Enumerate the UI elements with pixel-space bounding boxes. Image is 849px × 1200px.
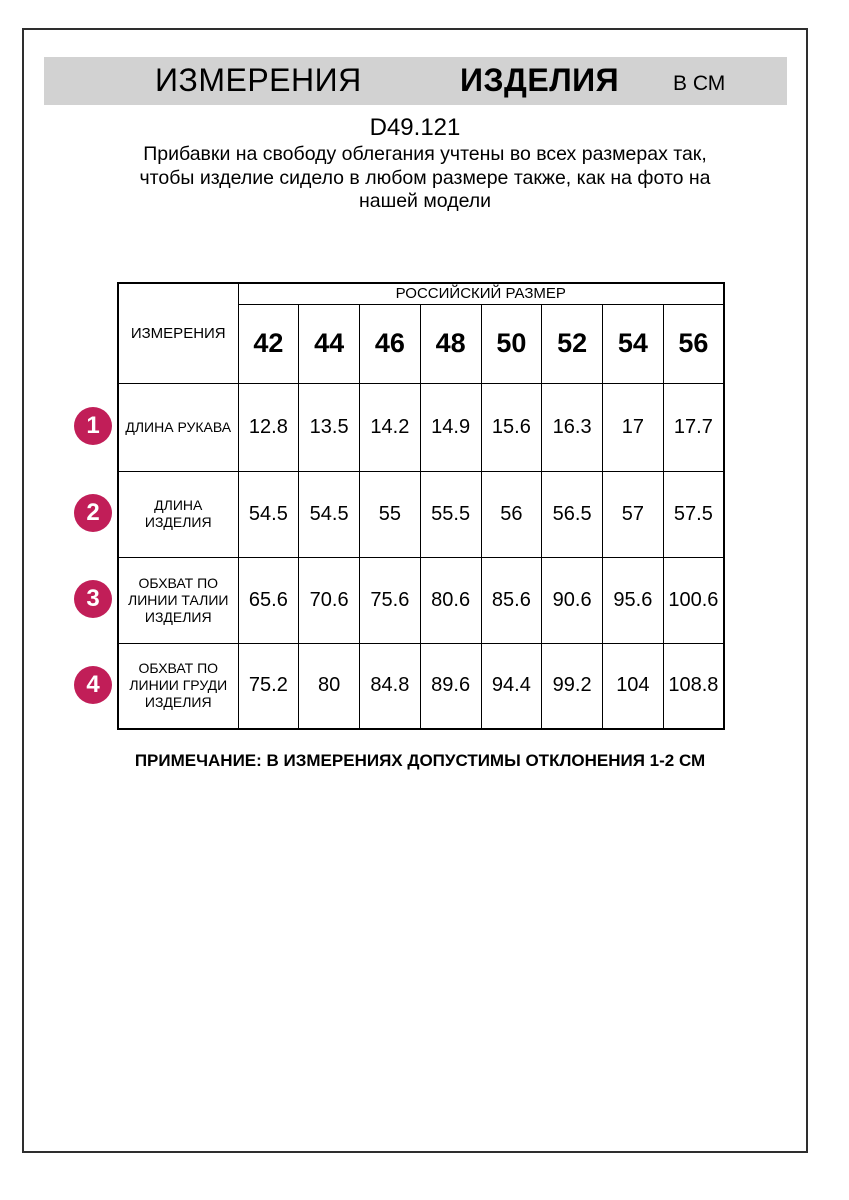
cell-value: 80.6 [420, 557, 481, 643]
cell-value: 57.5 [663, 471, 724, 557]
cell-value: 85.6 [481, 557, 542, 643]
cell-value: 90.6 [542, 557, 603, 643]
row-number-badge-1: 1 [74, 407, 112, 445]
cell-value: 94.4 [481, 643, 542, 729]
measurements-table [117, 282, 725, 730]
cell-value: 108.8 [663, 643, 724, 729]
cell-value: 17 [603, 383, 664, 471]
table-corner-header: ИЗМЕРЕНИЯ [118, 283, 238, 383]
size-header-56: 56 [663, 304, 724, 383]
cell-value: 12.8 [238, 383, 299, 471]
cell-value: 89.6 [420, 643, 481, 729]
fit-description: Прибавки на свободу облегания учтены во всех размерах так, чтобы изделие сидело в любом размере также, как на фото на нашей модели [139, 143, 711, 212]
row-label: ДЛИНА ИЗДЕЛИЯ [118, 471, 238, 557]
table-group-header-row [118, 283, 724, 304]
cell-value: 75.2 [238, 643, 299, 729]
row-label: ОБХВАТ ПО ЛИНИИ ТАЛИИ ИЗДЕЛИЯ [118, 557, 238, 643]
tolerance-note: ПРИМЕЧАНИЕ: В ИЗМЕРЕНИЯХ ДОПУСТИМЫ ОТКЛОНЕНИЯ 1-2 СМ [134, 751, 706, 770]
title-unit-cm: В СМ [673, 71, 726, 95]
table-row-chest-girth [118, 643, 724, 729]
size-header-52: 52 [542, 304, 603, 383]
cell-value: 56 [481, 471, 542, 557]
cell-value: 13.5 [299, 383, 360, 471]
cell-value: 75.6 [360, 557, 421, 643]
cell-value: 15.6 [481, 383, 542, 471]
cell-value: 17.7 [663, 383, 724, 471]
cell-value: 104 [603, 643, 664, 729]
size-header-46: 46 [360, 304, 421, 383]
cell-value: 16.3 [542, 383, 603, 471]
table-row-waist-girth [118, 557, 724, 643]
table-row-garment-length [118, 471, 724, 557]
cell-value: 80 [299, 643, 360, 729]
size-header-54: 54 [603, 304, 664, 383]
size-header-50: 50 [481, 304, 542, 383]
title-word-measurements: ИЗМЕРЕНИЯ [155, 61, 362, 98]
cell-value: 57 [603, 471, 664, 557]
row-number-badge-4: 4 [74, 666, 112, 704]
cell-value: 54.5 [299, 471, 360, 557]
cell-value: 55.5 [420, 471, 481, 557]
cell-value: 95.6 [603, 557, 664, 643]
product-code: D49.121 [369, 114, 461, 141]
size-group-header: РОССИЙСКИЙ РАЗМЕР [238, 283, 724, 304]
row-number-badge-2: 2 [74, 494, 112, 532]
row-label: ДЛИНА РУКАВА [118, 383, 238, 471]
row-number-badge-3: 3 [74, 580, 112, 618]
table-row-sleeve-length [118, 383, 724, 471]
cell-value: 14.2 [360, 383, 421, 471]
size-header-48: 48 [420, 304, 481, 383]
cell-value: 70.6 [299, 557, 360, 643]
cell-value: 55 [360, 471, 421, 557]
cell-value: 54.5 [238, 471, 299, 557]
cell-value: 84.8 [360, 643, 421, 729]
cell-value: 56.5 [542, 471, 603, 557]
cell-value: 99.2 [542, 643, 603, 729]
row-label: ОБХВАТ ПО ЛИНИИ ГРУДИ ИЗДЕЛИЯ [118, 643, 238, 729]
title-bar [44, 57, 787, 105]
cell-value: 14.9 [420, 383, 481, 471]
cell-value: 65.6 [238, 557, 299, 643]
title-word-product: ИЗДЕЛИЯ [460, 61, 620, 98]
size-header-44: 44 [299, 304, 360, 383]
cell-value: 100.6 [663, 557, 724, 643]
size-header-42: 42 [238, 304, 299, 383]
